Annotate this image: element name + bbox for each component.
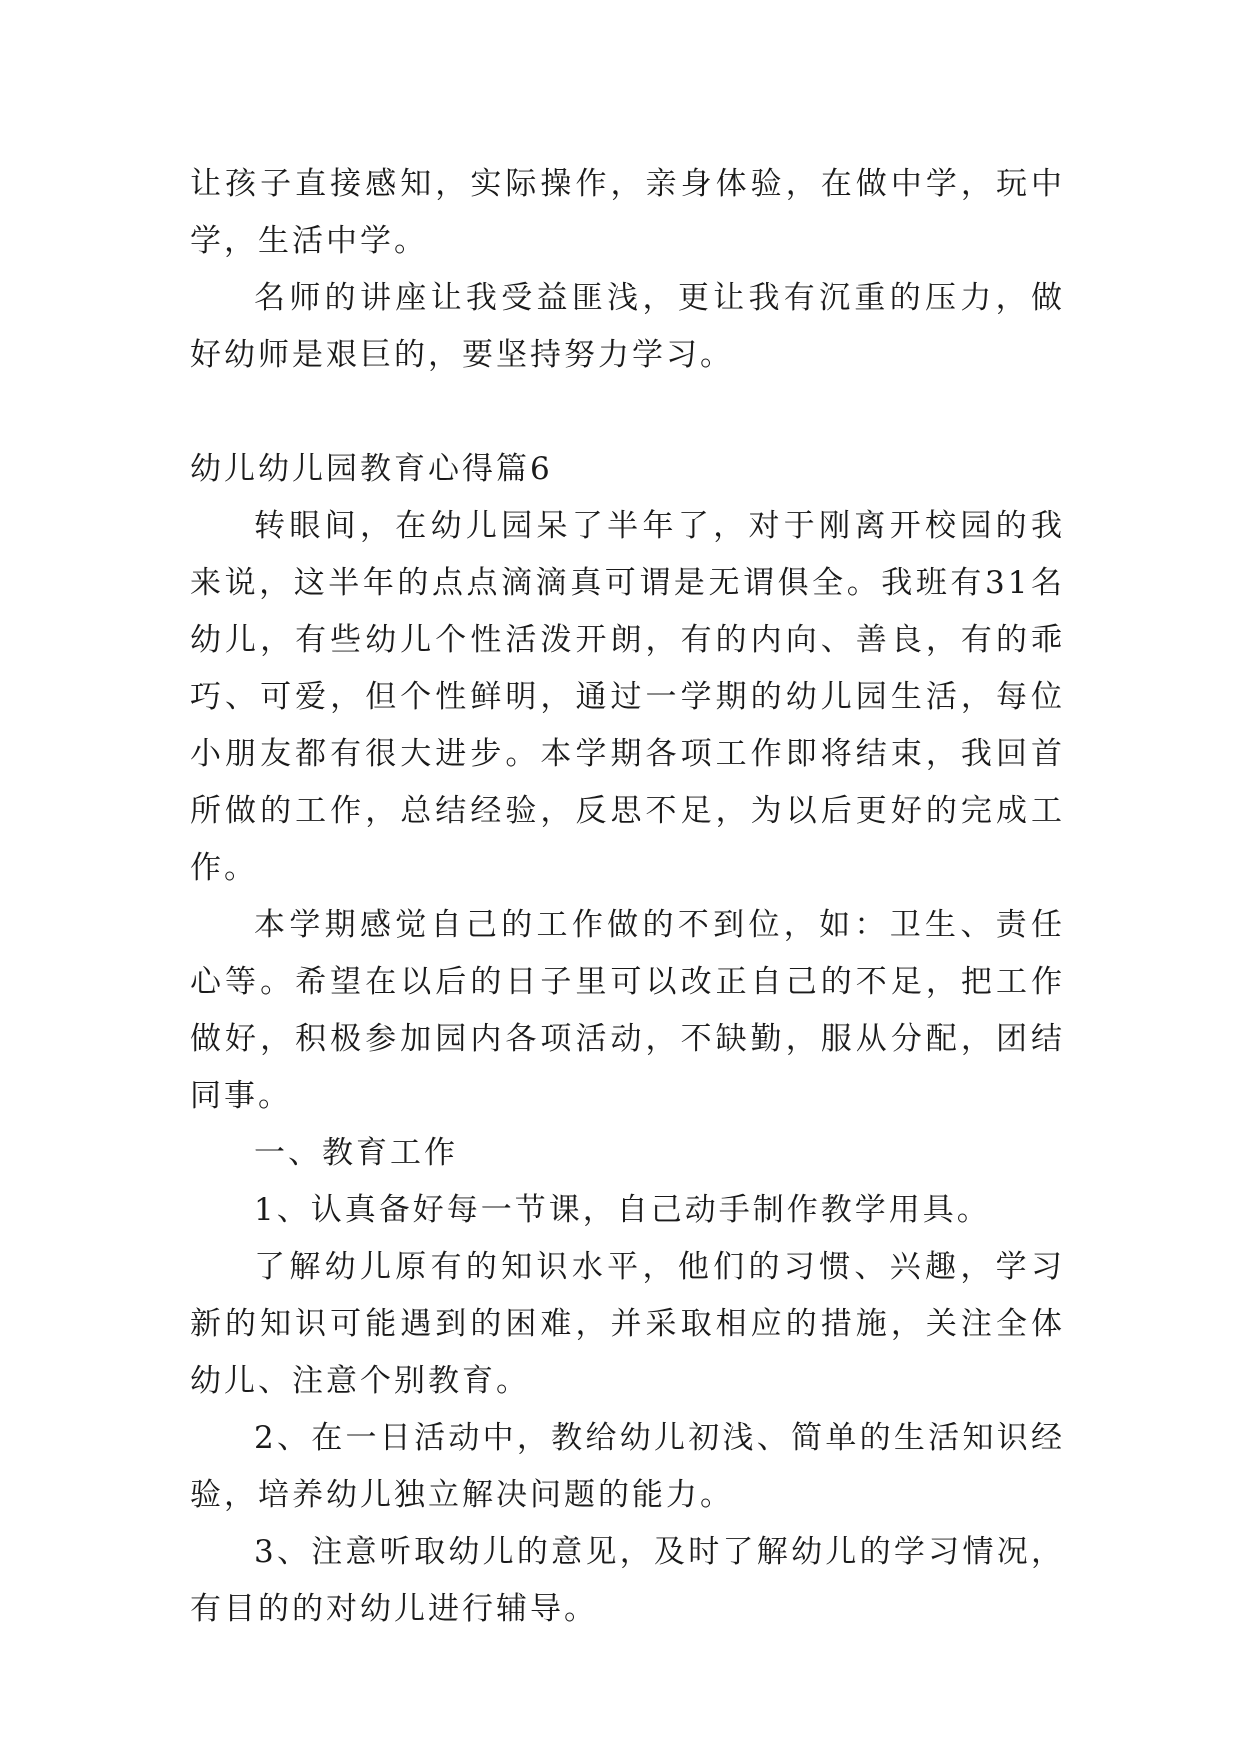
list-item: 3、注意听取幼儿的意见，及时了解幼儿的学习情况，有目的的对幼儿进行辅导。 <box>190 1534 1065 1627</box>
list-item: 2、在一日活动中，教给幼儿初浅、简单的生活知识经验，培养幼儿独立解决问题的能力。 <box>190 1420 1065 1513</box>
paragraph: 名师的讲座让我受益匪浅，更让我有沉重的压力，做好幼师是艰巨的，要坚持努力学习。 <box>190 280 1065 373</box>
section-heading: 幼儿幼儿园教育心得篇6 <box>190 451 553 487</box>
paragraph: 转眼间，在幼儿园呆了半年了，对于刚离开校园的我来说，这半年的点点滴滴真可谓是无谓俱全。我班有31名幼儿，有些幼儿个性活泼开朗，有的内向、善良，有的乖巧、可爱，但个性鲜明，通过一学期的幼儿园生活，每位小朋友都有很大进步。本学期各项工作即将结束，我回首所做的工作，总结经验，反思不足，为以后更好的完成工作。 <box>190 508 1065 886</box>
paragraph: 让孩子直接感知，实际操作，亲身体验，在做中学，玩中学，生活中学。 <box>190 166 1065 259</box>
paragraph: 本学期感觉自己的工作做的不到位，如：卫生、责任心等。希望在以后的日子里可以改正自己的不足，把工作做好，积极参加园内各项活动，不缺勤，服从分配，团结同事。 <box>190 907 1065 1114</box>
paragraph: 了解幼儿原有的知识水平，他们的习惯、兴趣，学习新的知识可能遇到的困难，并采取相应的措施，关注全体幼儿、注意个别教育。 <box>190 1249 1065 1399</box>
list-item: 1、认真备好每一节课，自己动手制作教学用具。 <box>254 1192 991 1228</box>
subsection-heading: 一、教育工作 <box>254 1135 458 1171</box>
document-body <box>190 156 1065 1638</box>
